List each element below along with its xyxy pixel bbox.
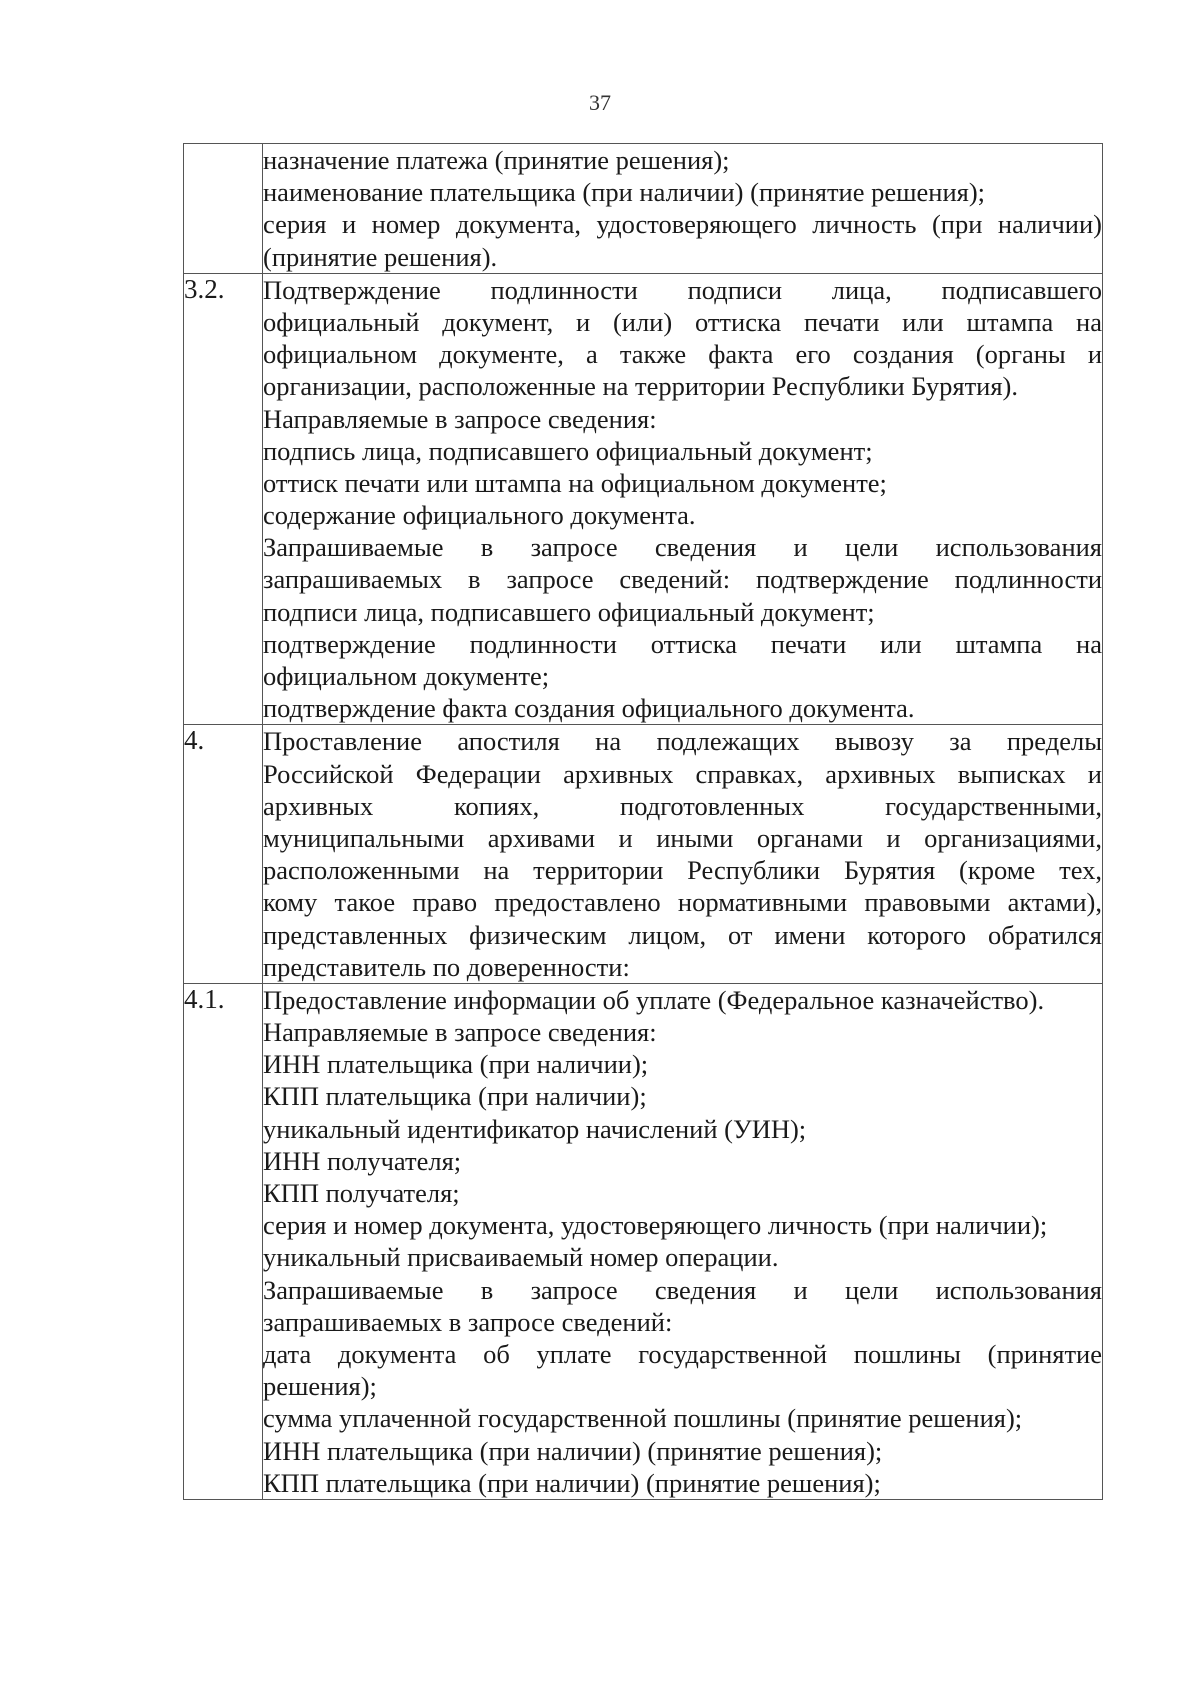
text-line: представитель по доверенности: xyxy=(263,951,630,982)
table-row xyxy=(184,144,1103,274)
text-line: официальном документе, а также факта его создания (органы и xyxy=(263,339,1102,370)
text-line: подтверждение подлинности оттиска печати или штампа на xyxy=(263,628,1102,659)
table-body xyxy=(184,144,1103,1500)
text-line: оттиск печати или штампа на официальном документе; xyxy=(263,467,887,498)
text-line: КПП плательщика (при наличии) (принятие решения); xyxy=(263,1467,881,1498)
text-line: запрашиваемых в запросе сведений: xyxy=(263,1306,673,1337)
table-row xyxy=(184,273,1103,725)
text-line: уникальный присваиваемый номер операции. xyxy=(263,1242,779,1273)
text-line: ИНН получателя; xyxy=(263,1145,462,1176)
text-line: Направляемые в запросе сведения: xyxy=(263,1017,657,1048)
row-text-cell xyxy=(263,273,1103,725)
text-line: (принятие решения). xyxy=(263,241,498,272)
text-line: КПП получателя; xyxy=(263,1178,460,1208)
text-line: кому такое право предоставлено нормативными правовыми актами), xyxy=(263,887,1102,918)
text-line: Запрашиваемые в запросе сведения и цели использования xyxy=(263,1274,1102,1305)
table-row xyxy=(184,983,1103,1499)
text-line: официальном документе; xyxy=(263,661,550,691)
text-line: ИНН плательщика (при наличии) (принятие решения); xyxy=(263,1435,883,1466)
text-line: подпись лица, подписавшего официальный документ; xyxy=(263,435,873,466)
table-row xyxy=(184,725,1103,984)
text-line: наименование плательщика (при наличии) (принятие решения); xyxy=(263,177,986,208)
text-line: серия и номер документа, удостоверяющего личность (при наличии) xyxy=(263,209,1102,240)
text-line: Российской Федерации архивных справках, архивных выписках и xyxy=(263,758,1102,789)
row-text-cell xyxy=(263,725,1103,984)
text-line: сумма уплаченной государственной пошлины (принятие решения); xyxy=(263,1403,1023,1434)
text-line: официальный документ, и (или) оттиска печати или штампа на xyxy=(263,306,1102,337)
text-line: Предоставление информации об уплате (Федеральное казначейство). xyxy=(263,984,1045,1015)
text-line: подтверждение факта создания официального документа. xyxy=(263,693,915,724)
text-line: Подтверждение подлинности подписи лица, подписавшего xyxy=(263,274,1102,305)
row-text-cell xyxy=(263,144,1103,274)
row-number-cell: 3.2. xyxy=(184,273,263,725)
row-number-cell: 4. xyxy=(184,725,263,984)
text-line: уникальный идентификатор начислений (УИН); xyxy=(263,1113,807,1144)
text-line: Запрашиваемые в запросе сведения и цели использования xyxy=(263,532,1102,563)
text-line: серия и номер документа, удостоверяющего личность (при наличии); xyxy=(263,1210,1048,1241)
text-line: Направляемые в запросе сведения: xyxy=(263,403,657,434)
text-line: КПП плательщика (при наличии); xyxy=(263,1081,647,1112)
text-line: подписи лица, подписавшего официальный документ; xyxy=(263,596,875,627)
text-line: назначение платежа (принятие решения); xyxy=(263,145,730,175)
row-number-cell xyxy=(184,144,263,274)
text-line: Проставление апостиля на подлежащих вывозу за пределы xyxy=(263,726,1102,757)
text-line: ИНН плательщика (при наличии); xyxy=(263,1049,649,1080)
text-line: представленных физическим лицом, от имени которого обратился xyxy=(263,919,1102,950)
row-number-cell: 4.1. xyxy=(184,983,263,1499)
text-line: муниципальными архивами и иными органами и организациями, xyxy=(263,822,1102,853)
row-text-cell xyxy=(263,983,1103,1499)
page-number: 37 xyxy=(589,90,611,115)
text-line: архивных копиях, подготовленных государственными, xyxy=(263,790,1102,821)
text-line: решения); xyxy=(263,1371,377,1402)
text-line: дата документа об уплате государственной пошлины (принятие xyxy=(263,1338,1102,1369)
text-line: запрашиваемых в запросе сведений: подтверждение подлинности xyxy=(263,564,1102,595)
text-line: расположенными на территории Республики Бурятия (кроме тех, xyxy=(263,855,1102,886)
text-line: организации, расположенные на территории Республики Бурятия). xyxy=(263,371,1018,402)
text-line: содержание официального документа. xyxy=(263,500,696,531)
services-table xyxy=(183,143,1103,1500)
